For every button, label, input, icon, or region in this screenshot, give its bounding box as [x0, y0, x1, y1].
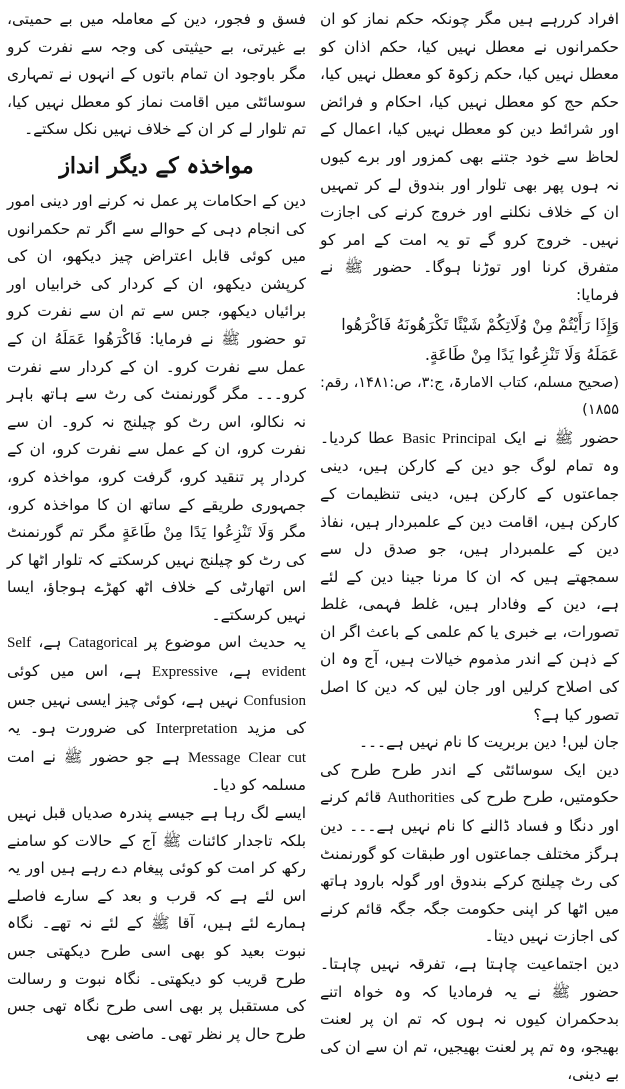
- english-term: Message: [187, 749, 241, 766]
- paragraph: [320, 425, 619, 730]
- text-segment: ہے،: [228, 662, 252, 681]
- text-segment: قائم کرنے اور دنگا و فساد ڈالنے کا نام نہیں ہے۔۔۔ دین ہرگز مختلف جماعتوں اور طبقات کو گورنمنٹ کی رٹ چیلنج کرکے بندوق اور گولہ بارود ہاتھ میں اٹھا کر اپنی حکومت جگہ جگہ قائم کرنے کی اجازت نہیں دیتا۔: [320, 788, 619, 946]
- paragraph: فسق و فجور، دین کے معاملہ میں بے حمیتی، بے غیرتی، بے حیثیتی کی وجہ سے نفرت کرو مگر باوجود ان تمام باتوں کے انہوں نے تمہاری سوسائٹی میں اقامت نماز کو معطل نہیں کیا، تم تلوار لے کر ان کے خلاف نہیں نکل سکتے۔: [7, 10, 306, 139]
- text-segment: ہے جو حضور ﷺ نے امت مسلمہ کو دیا۔: [7, 747, 306, 795]
- hadith-arabic-text: وَإِذَا رَأَيْتُمْ مِنْ وُلَاتِكُمْ شَيْئًا تَكْرَهُونَهُ فَاكْرَهُوا عَمَلَهُ وَلَا تَنْزِعُوا يَدًا مِنْ طَاعَةٍ.: [341, 314, 619, 364]
- text-segment: حضور ﷺ نے ایک: [503, 428, 619, 447]
- english-term: Basic Principal: [402, 430, 497, 447]
- text-segment: کی ضرورت ہو۔ یہ: [7, 719, 147, 738]
- english-term: Interpretation: [155, 721, 238, 738]
- paragraph: افراد کررہے ہیں مگر چونکہ حکم نماز کو ان حکمرانوں نے معطل نہیں کیا، حکم اذان کو معطل نہیں کیا، حکم زکوۃ کو معطل نہیں کیا، حکم حج کو معطل نہیں کیا، احکام و فرائض اور شرائط دین کو معطل نہیں کیا، اعمال کے لحاظ سے خود جتنے بھی کمزور اور برے کیوں نہ ہوں پھر بھی تلوار اور بندوق لے کر تمہیں ان کے خلاف نکلنے اور خروج کرنے کی اجازت نہیں۔ خروج کرو گے تو یہ امت کے امر کو متفرق کرنا اور توڑنا ہوگا۔ حضور ﷺ نے فرمایا:: [320, 10, 619, 304]
- paragraph: ایسے لگ رہا ہے جیسے پندرہ صدیاں قبل نہیں بلکہ تاجدار کائنات ﷺ آج کے حالات کو سامنے رکھ کر امت کو کوئی پیغام دے رہے ہیں اور یہ اس لئے ہے کہ قرب و بعد کے سارے فاصلے ہمارے لئے ہیں، آقا ﷺ کے لئے نہ تھے۔ نگاہ نبوت بعید کو بھی اسی طرح دیکھتی جس طرح قریب کو دیکھتی۔ نگاہ نبوت و رسالت کی مستقبل پر بھی اسی طرح نگاہ تھی جس طرح حال پر نظر تھی۔ ماضی بھی: [7, 804, 306, 1043]
- english-term: Authorities: [387, 790, 455, 807]
- text-segment: یہ حدیث اس موضوع پر: [144, 633, 306, 652]
- english-term: Catagorical: [68, 635, 138, 652]
- paragraph: [7, 629, 306, 800]
- paragraph: دین اجتماعیت چاہتا ہے، تفرقہ نہیں چاہتا۔ حضور ﷺ نے یہ فرمادیا کہ وہ خواہ اتنے بدحکمران کیوں نہ ہوں کہ تم ان پر لعنت بھیجو، وہ تم پر لعنت بھیجیں، تم ان سے ان کی بے دینی،: [320, 955, 619, 1084]
- left-column: [7, 6, 306, 1043]
- right-column: [320, 6, 619, 1084]
- paragraph: [320, 757, 619, 951]
- text-segment: ہے،: [38, 633, 62, 652]
- english-term: Confusion: [243, 692, 306, 709]
- text-segment: نہیں ہے، کوئی چیز ایسی نہیں جس کی مزید: [7, 690, 306, 738]
- paragraph: دین کے احکامات پر عمل نہ کرنے اور دینی امور کی انجام دہی کے حوالے سے اگر تم حکمرانوں میں کوئی قابل اعتراض چیز دیکھو، ان کی کرپشن دیکھو، ان کے کردار کی خرابیاں اور برائیاں دیکھو، جس سے تم ان سے نفرت کرو تو حضور ﷺ نے فرمایا: فَاكْرَهُوا عَمَلَهُ ان کے عمل سے نفرت کرو۔ ان کے کردار سے نفرت کرو۔۔۔ مگر گورنمنٹ کی رٹ سے ہاتھ باہر نہ نکالو، اس رٹ کو چیلنج نہ کرو۔ ان سے نفرت کرو، ان کے عمل سے نفرت کرو، ان کے کردار پر تنقید کرو، گرفت کرو، مواخذہ کرو، جمہوری طریقے کے ساتھ ان کا مواخذہ کرو، مگر وَلَا تَنْزِعُوا يَدًا مِنْ طَاعَةٍ مگر تم گورنمنٹ کی رٹ کو چیلنج نہیں کرسکتے کہ تلوار اٹھا کر اس اتھارٹی کے خلاف اٹھ کھڑے ہوجاؤ، ایسا نہیں کرسکتے۔: [7, 191, 306, 624]
- section-heading: مواخذہ کے دیگر انداز: [59, 152, 254, 179]
- text-segment: ہے، اس میں کوئی: [7, 662, 142, 681]
- text-segment: عطا کردیا۔ وہ تمام لوگ جو دین کے کارکن ہیں، دینی جماعتوں کے کارکن ہیں، دینی تنظیمات کے کارکن ہیں، اقامت دین کے علمبردار ہیں، نفاذ دین کے علمبردار ہیں، جو صدق دل سے سمجھتے ہیں کہ ان کا مرنا جینا دین کے لئے ہے، دین کے وفادار ہیں، غلط فہمی، غلط تصورات، بے خبری یا کم علمی کے باعث اگر ان کے ذہن کے اندر مذموم خیالات ہیں، آج وہ ان کی اصلاح کرلیں اور جان لیں کہ دین کا اصل تصور کیا ہے؟: [320, 428, 619, 724]
- english-term: Self evident: [7, 635, 306, 681]
- paragraph: جان لیں! دین بربریت کا نام نہیں ہے۔۔۔: [358, 733, 619, 752]
- english-term: Clear cut: [248, 749, 306, 766]
- hadith-citation: (صحیح مسلم، کتاب الامارۃ، ج:۳، ص:۱۴۸۱، رقم: ۱۸۵۵): [320, 374, 619, 419]
- english-term: Expressive: [152, 664, 218, 681]
- text-segment: دین ایک سوسائٹی کے اندر طرح طرح کی حکومتیں، طرح طرح کی: [320, 760, 619, 807]
